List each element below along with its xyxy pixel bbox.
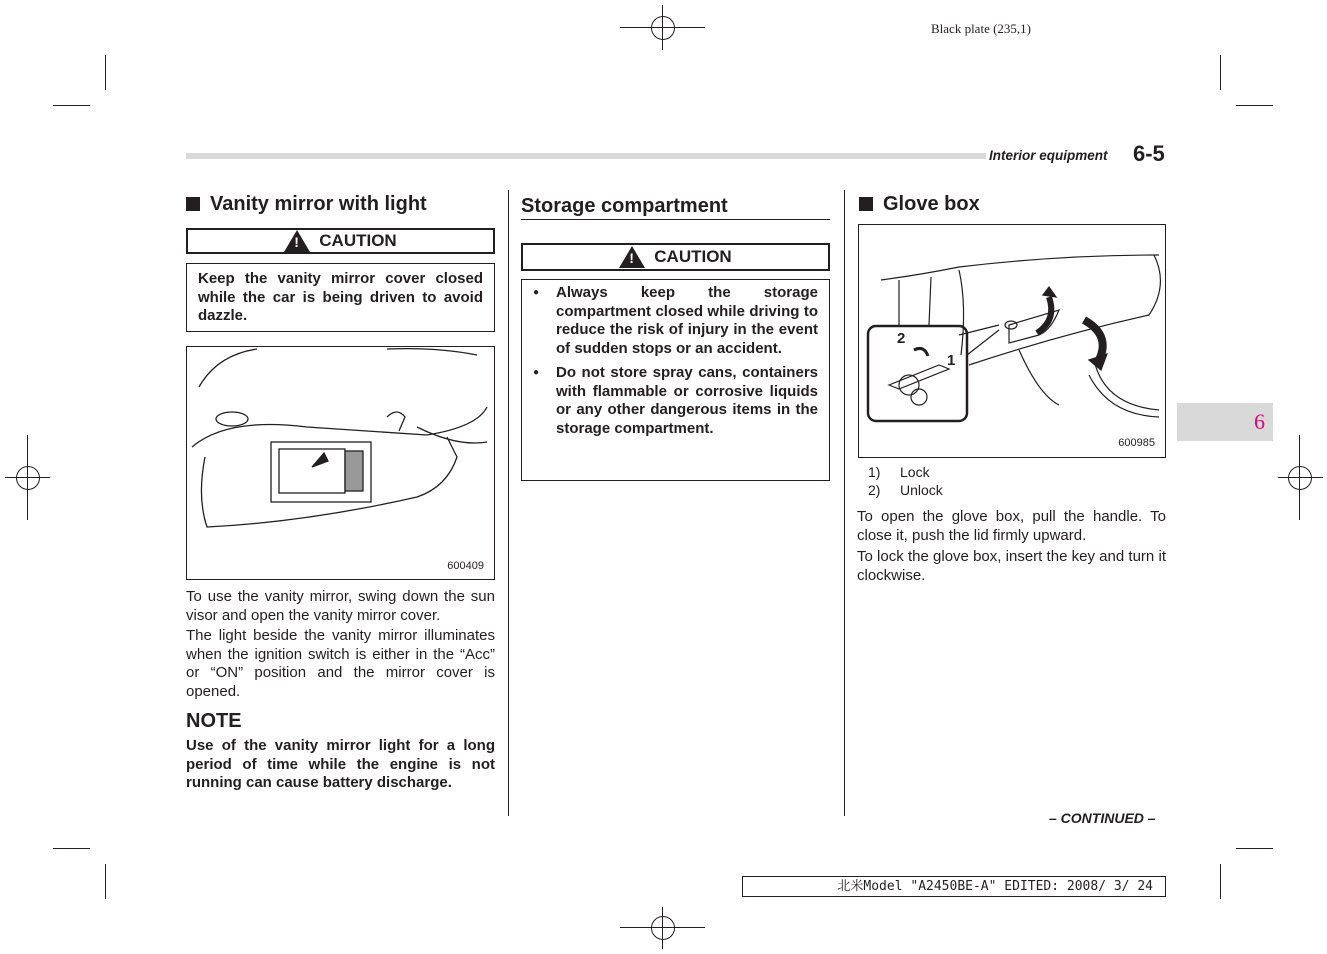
glove-box-paragraph-2: To lock the glove box, insert the key and turn it clockwise. bbox=[857, 548, 1166, 584]
legend-item bbox=[868, 481, 943, 499]
registration-mark bbox=[651, 16, 675, 40]
legend-item bbox=[868, 463, 943, 481]
caution-label: CAUTION bbox=[654, 247, 732, 266]
header-bar bbox=[186, 153, 986, 159]
crop-mark bbox=[105, 55, 106, 90]
glove-box-paragraph-1: To open the glove box, pull the handle. To close it, push the lid firmly upward. bbox=[857, 508, 1166, 544]
caution-banner bbox=[521, 243, 830, 271]
caution-text: Keep the vanity mirror cover closed while the car is being driven to avoid dazzle. bbox=[198, 270, 483, 324]
legend-num: 2) bbox=[868, 482, 881, 498]
footer-edit-info: 北米Model "A2450BE-A" EDITED: 2008/ 3/ 24 bbox=[742, 876, 1166, 897]
vanity-paragraph-1: To use the vanity mirror, swing down the sun visor and open the vanity mirror cover. bbox=[186, 588, 495, 624]
crop-mark bbox=[53, 105, 90, 106]
heading-text: Glove box bbox=[883, 193, 980, 215]
registration-mark bbox=[651, 916, 675, 940]
note-text: Use of the vanity mirror light for a long period of time while the engine is not running can cause battery discharge. bbox=[186, 737, 495, 791]
legend-label: Lock bbox=[900, 464, 930, 480]
square-bullet-icon bbox=[859, 197, 873, 211]
continued-label: – CONTINUED – bbox=[1049, 810, 1156, 826]
page-number: 6-5 bbox=[1133, 141, 1165, 166]
warning-icon: ! bbox=[284, 230, 310, 252]
registration-mark bbox=[1288, 466, 1312, 490]
caution-list bbox=[532, 284, 818, 438]
crop-mark bbox=[53, 848, 90, 849]
callout-1: 1 bbox=[947, 352, 956, 369]
crop-mark bbox=[1236, 848, 1273, 849]
crop-mark bbox=[105, 864, 106, 899]
heading-text: Vanity mirror with light bbox=[210, 193, 427, 215]
figure-legend bbox=[868, 463, 943, 499]
caution-banner bbox=[186, 228, 495, 254]
vanity-paragraph-2: The light beside the vanity mirror illuminates when the ignition switch is either in the “Acc” or “ON” position and the mirror cover is opened. bbox=[186, 627, 495, 700]
crop-mark bbox=[1220, 864, 1221, 899]
note-heading: NOTE bbox=[186, 710, 242, 732]
warning-icon: ! bbox=[619, 246, 645, 268]
plate-label: Black plate (235,1) bbox=[931, 21, 1031, 36]
callout-2: 2 bbox=[897, 330, 906, 347]
figure-code: 600409 bbox=[447, 560, 484, 572]
section-title: Interior equipment bbox=[989, 148, 1108, 163]
glove-box-heading bbox=[859, 193, 980, 216]
crop-mark bbox=[1236, 105, 1273, 106]
legend-num: 1) bbox=[868, 464, 881, 480]
vanity-mirror-illustration bbox=[187, 347, 494, 579]
caution-text-box bbox=[186, 263, 495, 332]
vanity-mirror-figure bbox=[186, 346, 495, 580]
caution-label: CAUTION bbox=[319, 231, 397, 250]
legend-label: Unlock bbox=[900, 482, 943, 498]
chapter-tab[interactable]: 6 bbox=[1177, 403, 1273, 441]
square-bullet-icon bbox=[186, 197, 200, 211]
caution-item: ● Always keep the storage compartment closed while driving to reduce the risk of injury in the event of sudden stops or an accident. bbox=[532, 284, 818, 358]
registration-mark bbox=[16, 466, 40, 490]
column-divider bbox=[844, 190, 845, 816]
caution-text-box bbox=[521, 279, 830, 481]
figure-code: 600985 bbox=[1118, 437, 1155, 449]
crop-mark bbox=[1220, 55, 1221, 90]
storage-heading: Storage compartment bbox=[521, 195, 830, 220]
column-divider bbox=[508, 190, 509, 816]
vanity-mirror-heading bbox=[186, 193, 427, 216]
caution-item: ● Do not store spray cans, containers with flammable or corrosive liquids or any other dangerous items in the storage compartment. bbox=[532, 364, 818, 438]
glove-box-figure bbox=[858, 224, 1166, 458]
